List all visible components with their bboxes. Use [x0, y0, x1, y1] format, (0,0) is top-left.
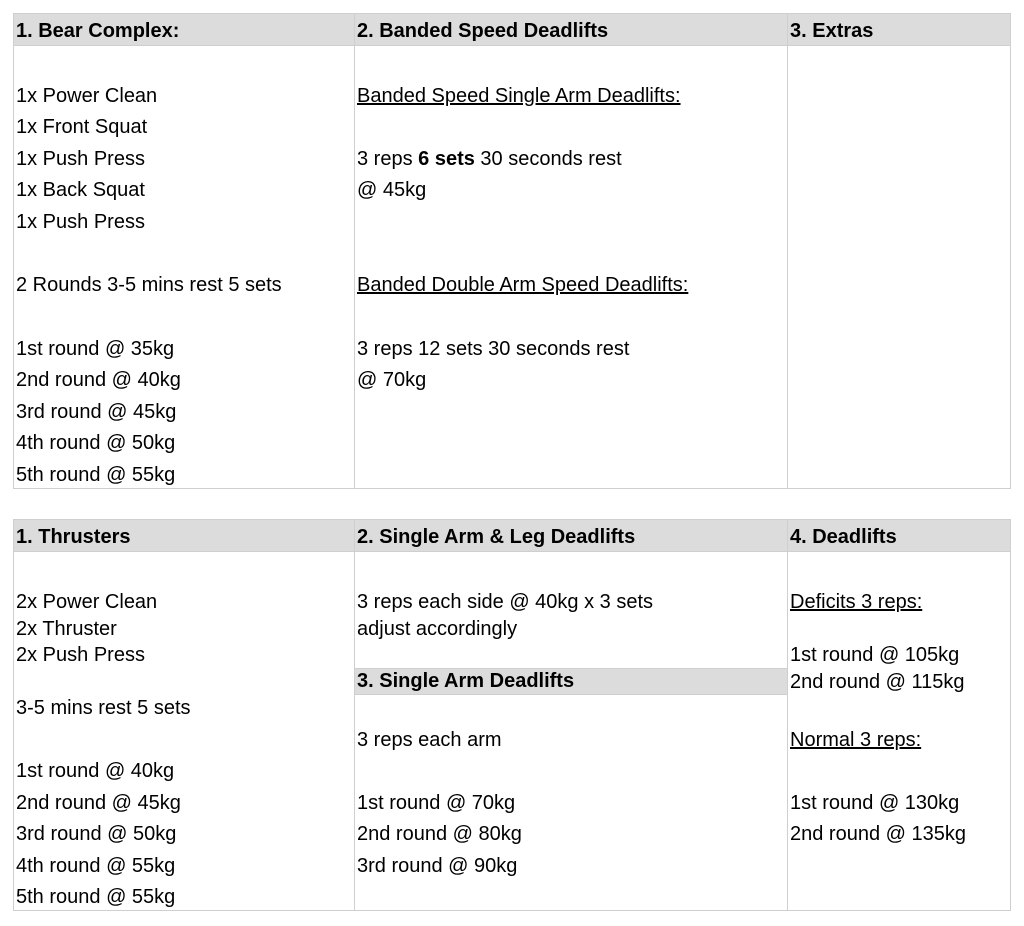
thrusters-column	[14, 520, 355, 910]
exercise-line: 1x Back Squat	[16, 179, 145, 201]
column-header: 2. Banded Speed Deadlifts	[355, 14, 787, 46]
exercise-line: 1x Power Clean	[16, 85, 158, 107]
reps-line: 3 reps each side @ 40kg x 3 sets	[357, 591, 654, 613]
round-line: 2nd round @ 45kg	[16, 792, 181, 814]
single-arm-weight: @ 45kg	[357, 179, 427, 201]
workout-table-1	[13, 13, 1011, 489]
round-line: 3rd round @ 90kg	[357, 855, 518, 877]
round-line: 1st round @ 105kg	[790, 644, 960, 666]
round-line: 2nd round @ 40kg	[16, 369, 181, 391]
round-line: 1st round @ 35kg	[16, 338, 175, 360]
exercise-line: 1x Push Press	[16, 211, 145, 233]
exercise-line: 1x Front Squat	[16, 116, 148, 138]
round-line: 2nd round @ 80kg	[357, 823, 522, 845]
banded-speed-deadlifts-column	[355, 14, 788, 488]
exercise-line: 2x Power Clean	[16, 591, 158, 613]
rounds-note: 3-5 mins rest 5 sets	[16, 697, 191, 719]
double-arm-weight: @ 70kg	[357, 369, 427, 391]
rounds-note: 2 Rounds 3-5 mins rest 5 sets	[16, 274, 282, 296]
exercise-line: 2x Push Press	[16, 644, 145, 666]
single-arm-reps	[357, 147, 622, 171]
column-header: 2. Single Arm & Leg Deadlifts	[355, 520, 787, 552]
single-arm-leg-deadlifts-column	[355, 520, 788, 910]
extras-column	[788, 14, 1010, 488]
round-line: 4th round @ 55kg	[16, 855, 176, 877]
column-header: 1. Bear Complex:	[14, 14, 354, 46]
single-arm-deadlifts-subheader: 3. Single Arm Deadlifts	[355, 668, 787, 695]
workout-table-2	[13, 519, 1011, 911]
adjust-note: adjust accordingly	[357, 618, 518, 640]
bear-complex-column	[14, 14, 355, 488]
sets-bold-text: 6 sets	[418, 148, 475, 170]
reps-text: 3 reps	[357, 148, 419, 170]
round-line: 2nd round @ 135kg	[790, 823, 966, 845]
round-line: 1st round @ 130kg	[790, 792, 960, 814]
exercise-line: 1x Push Press	[16, 148, 145, 170]
round-line: 1st round @ 70kg	[357, 792, 516, 814]
round-line: 3rd round @ 45kg	[16, 401, 177, 423]
double-arm-title: Banded Double Arm Speed Deadlifts:	[357, 274, 689, 296]
normal-title: Normal 3 reps:	[790, 729, 922, 751]
round-line: 3rd round @ 50kg	[16, 823, 177, 845]
column-header: 1. Thrusters	[14, 520, 354, 552]
round-line: 5th round @ 55kg	[16, 464, 176, 486]
reps-line: 3 reps each arm	[357, 729, 502, 751]
double-arm-reps: 3 reps 12 sets 30 seconds rest	[357, 338, 630, 360]
deadlifts-column	[788, 520, 1010, 910]
round-line: 2nd round @ 115kg	[790, 671, 965, 693]
rest-text: 30 seconds rest	[474, 148, 622, 170]
round-line: 4th round @ 50kg	[16, 432, 176, 454]
round-line: 5th round @ 55kg	[16, 886, 176, 908]
deficits-title: Deficits 3 reps:	[790, 591, 923, 613]
exercise-line: 2x Thruster	[16, 618, 117, 640]
single-arm-title: Banded Speed Single Arm Deadlifts:	[357, 85, 681, 107]
column-header: 4. Deadlifts	[788, 520, 1010, 552]
round-line: 1st round @ 40kg	[16, 760, 175, 782]
column-header: 3. Extras	[788, 14, 1010, 46]
